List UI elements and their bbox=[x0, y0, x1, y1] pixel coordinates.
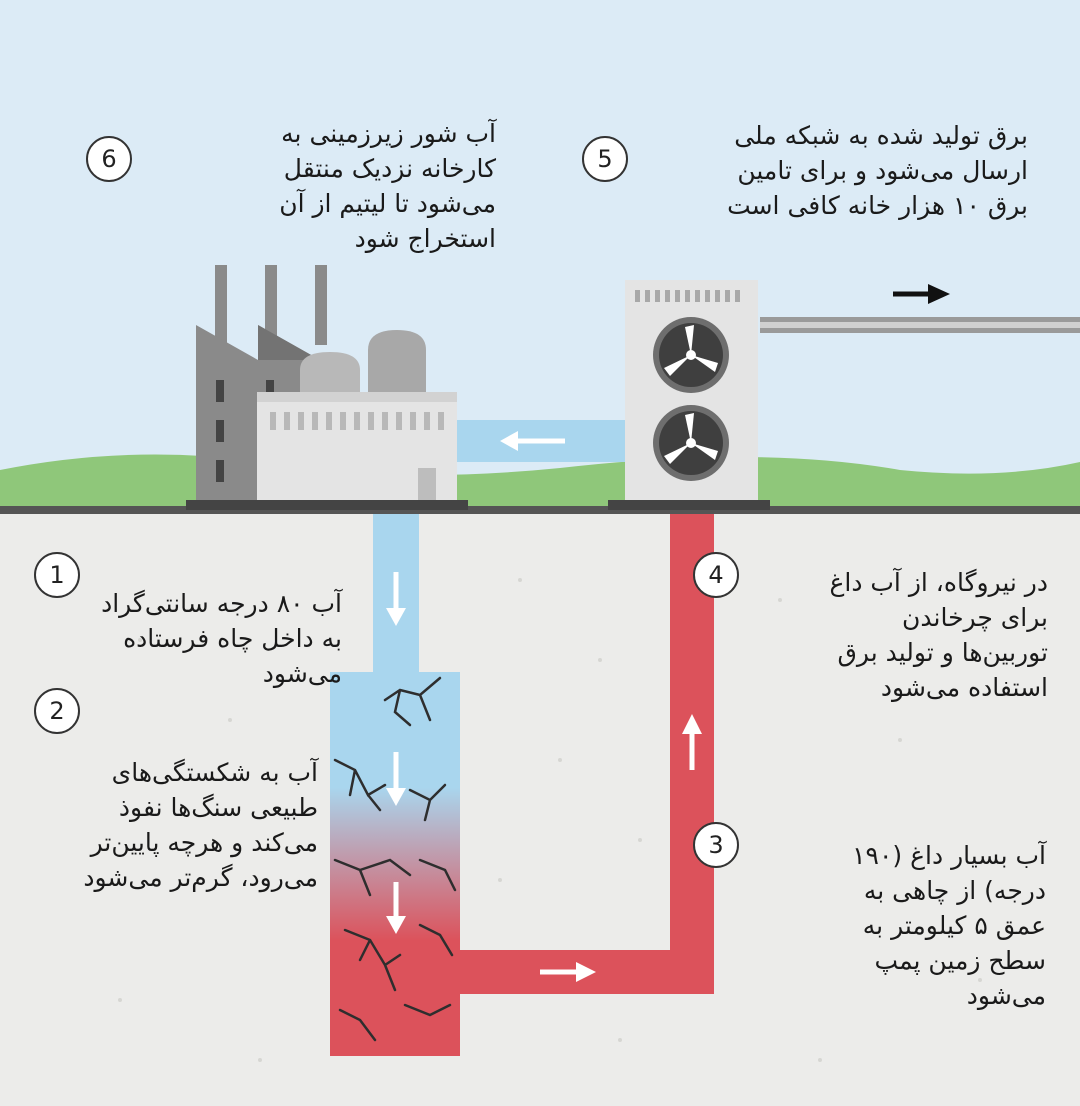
step-badge-2: 2 bbox=[34, 688, 80, 734]
step-badge-5: 5 bbox=[582, 136, 628, 182]
step-badge-1: 1 bbox=[34, 552, 80, 598]
step-badge-3: 3 bbox=[693, 822, 739, 868]
step-badge-6: 6 bbox=[86, 136, 132, 182]
step-2-text: آب به شکستگی‌های طبیعی سنگ‌ها نفوذ می‌کند و هرچه پایین‌تر می‌رود، گرم‌تر می‌شود bbox=[83, 758, 318, 892]
cable-highlight bbox=[760, 322, 1080, 328]
ground-line bbox=[0, 506, 1080, 514]
step-5-text: برق تولید شده به شبکه ملی ارسال می‌شود و برای تامین برق ۱۰ هزار خانه کافی است bbox=[727, 121, 1028, 220]
fan-icon bbox=[653, 317, 729, 393]
step-1-text: آب ۸۰ درجه سانتی‌گراد به داخل چاه فرستاده می‌شود bbox=[101, 589, 342, 688]
power-plant-icon bbox=[608, 280, 770, 510]
step-3-text: آب بسیار داغ (۱۹۰ درجه) از چاهی به عمق ۵ کیلومتر به سطح زمین پمپ می‌شود bbox=[852, 841, 1046, 1010]
step-4-text: در نیروگاه، از آب داغ برای چرخاندن توربین‌ها و تولید برق استفاده می‌شود bbox=[829, 568, 1048, 702]
step-badge-4: 4 bbox=[693, 552, 739, 598]
fan-icon bbox=[653, 405, 729, 481]
step-6-text: آب شور زیرزمینی به کارخانه نزدیک منتقل می‌شود تا لیتیم از آن استخراج شود bbox=[279, 119, 496, 253]
